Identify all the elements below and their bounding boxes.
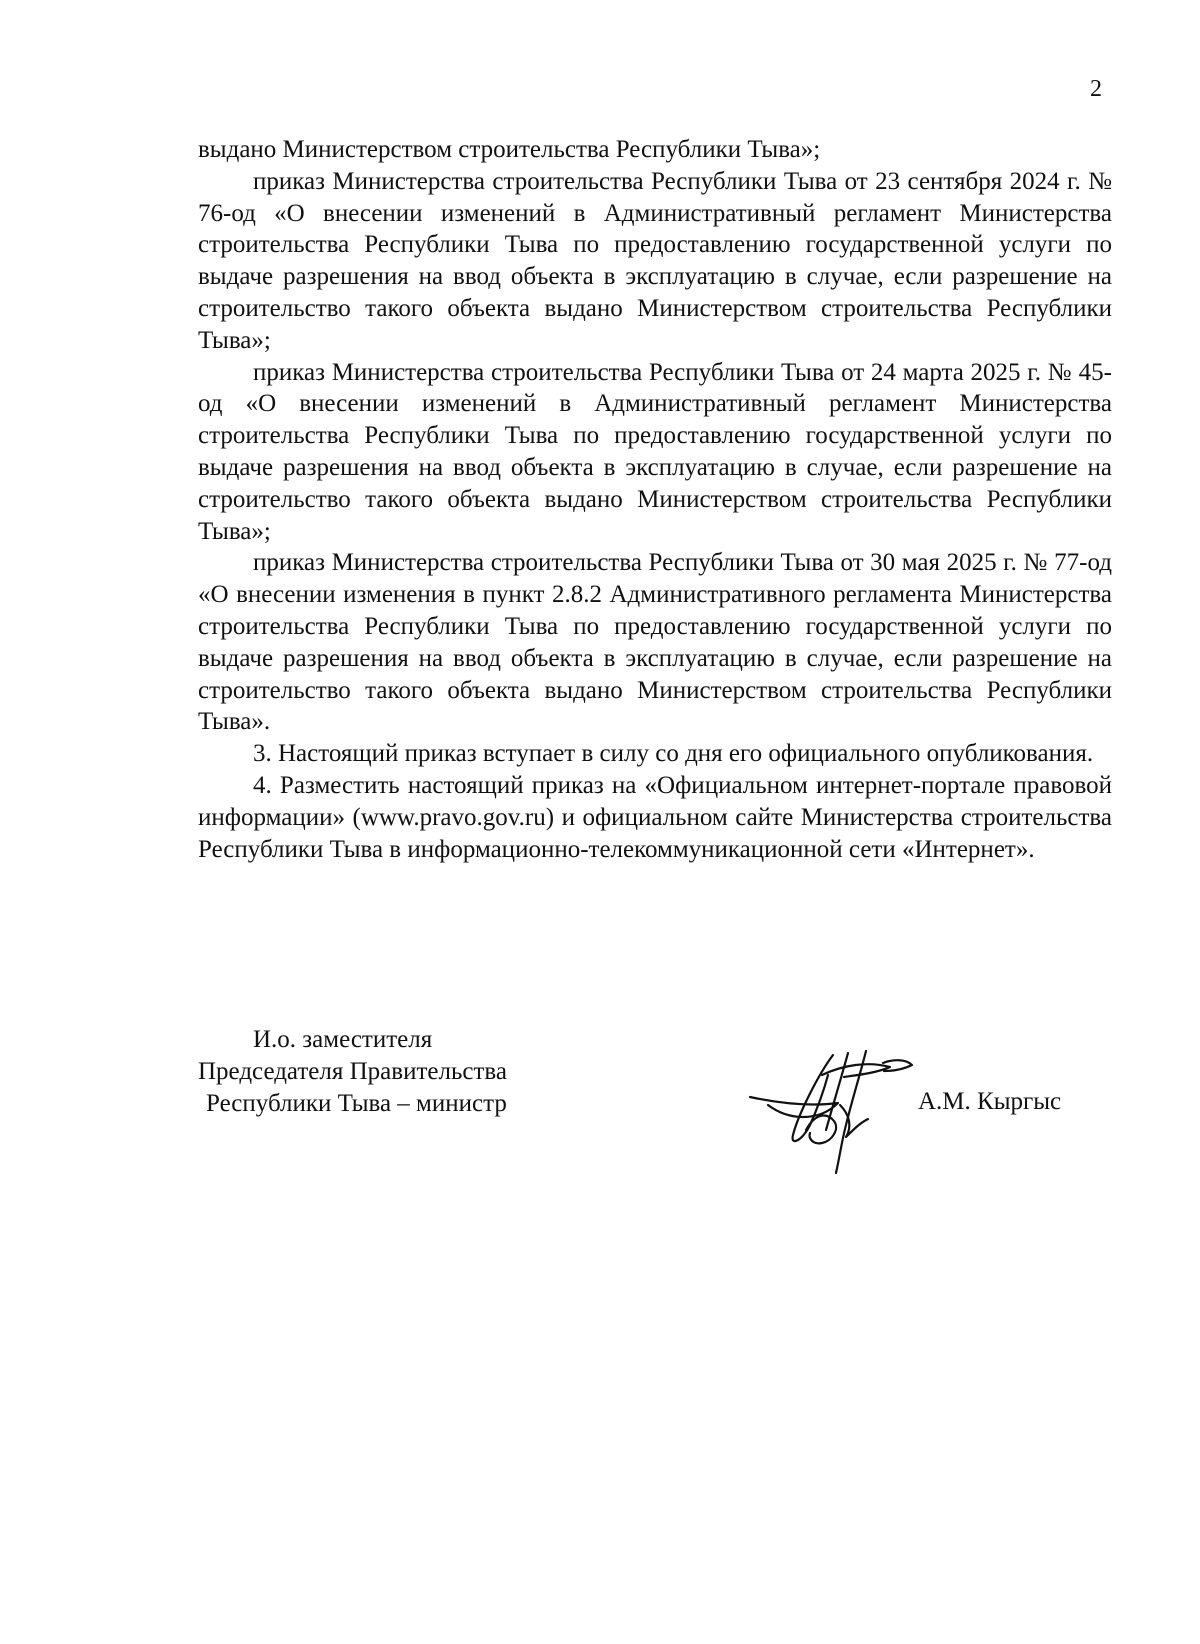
page-number: 2 [1090,76,1102,102]
paragraph-order-77: приказ Министерства строительства Республики Тыва от 30 мая 2025 г. № 77-од «О внесении изменения в пункт 2.8.2 Административного регламента Министерства строительства Республики Тыва по предоставлению государственной услуги по выдаче разрешения на ввод объекта в эксплуатацию в случае, если разрешение на строительство такого объекта выдано Министерством строительства Республики Тыва». [198,549,1112,736]
signer-position-line: Республики Тыва – министр [206,1090,507,1117]
handwritten-signature [748,1045,928,1180]
paragraph-continuation: выдано Министерством строительства Республики Тыва»; [198,136,821,163]
paragraph-item-4: 4. Разместить настоящий приказ на «Официальном интернет-портале правовой информации» (www.pravo.gov.ru) и официальном сайте Министерства строительства Республики Тыва в информационно-телекоммуникационной сети «Интернет». [198,771,1112,863]
document-body [198,134,1112,865]
signer-position-line: И.о. заместителя [253,1026,433,1053]
signer-name: А.М. Кыргыс [918,1088,1062,1115]
paragraph-order-45: приказ Министерства строительства Республики Тыва от 24 марта 2025 г. № 45-од «О внесении изменений в Административный регламент Министерства строительства Республики Тыва по предоставлению государственной услуги по выдаче разрешения на ввод объекта в эксплуатацию в случае, если разрешение на строительство такого объекта выдано Министерством строительства Республики Тыва»; [198,358,1112,545]
signature-block [198,1024,507,1120]
paragraph-item-3: 3. Настоящий приказ вступает в силу со дня его официального опубликования. [253,740,1094,768]
signer-position-line: Председателя Правительства [198,1058,507,1085]
paragraph-order-76: приказ Министерства строительства Республики Тыва от 23 сентября 2024 г. № 76-од «О внесении изменений в Административный регламент Министерства строительства Республики Тыва по предоставлению государственной услуги по выдаче разрешения на ввод объекта в эксплуатацию в случае, если разрешение на строительство такого объекта выдано Министерством строительства Республики Тыва»; [198,167,1112,354]
